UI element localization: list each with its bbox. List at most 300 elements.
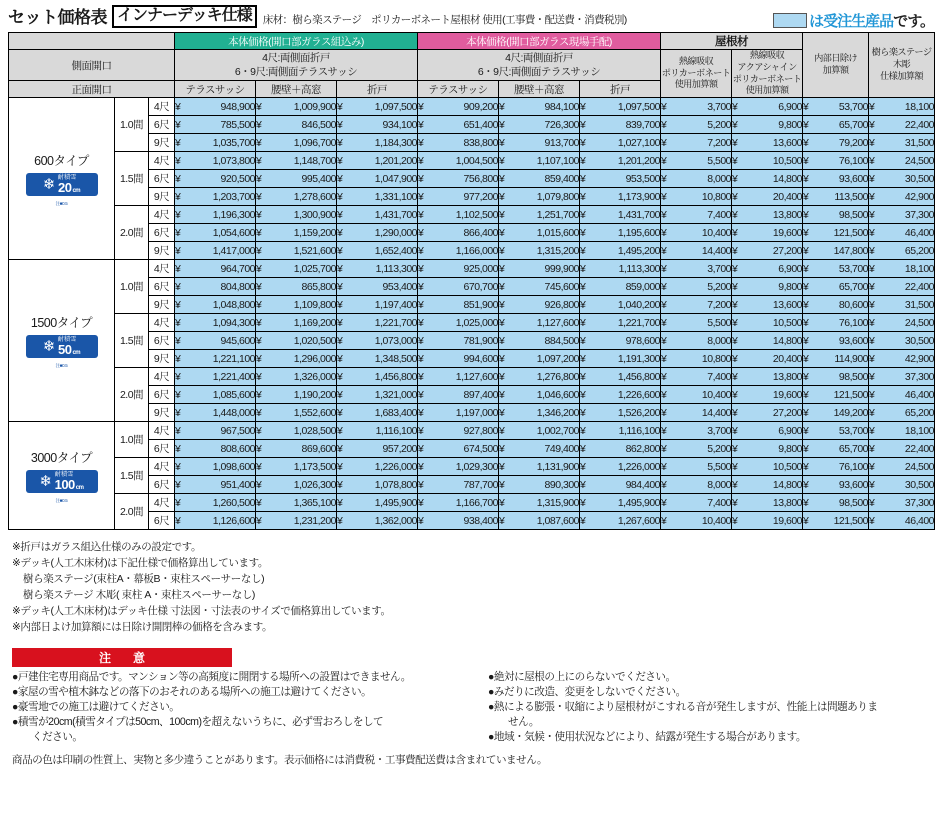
price-cell: ¥ 13,600 xyxy=(732,134,803,152)
price-cell: ¥ 978,600 xyxy=(580,332,661,350)
header-roof-material: 屋根材 xyxy=(661,33,803,50)
legend-color-swatch xyxy=(773,13,807,28)
price-cell: ¥ 1,025,700 xyxy=(256,260,337,278)
price-cell: ¥ 37,300 xyxy=(869,494,935,512)
price-cell: ¥ 1,027,100 xyxy=(580,134,661,152)
caution-left-column xyxy=(12,670,482,745)
price-cell: ¥ 65,200 xyxy=(869,404,935,422)
price-cell: ¥ 27,200 xyxy=(732,242,803,260)
type-name: 600タイプ xyxy=(34,153,89,168)
caution-item: ●地域・気候・使用状況などにより、結露が発生する場合があります。 xyxy=(488,730,806,743)
price-cell: ¥ 65,200 xyxy=(869,242,935,260)
price-cell: ¥ 1,652,400 xyxy=(337,242,418,260)
price-cell: ¥ 651,400 xyxy=(418,116,499,134)
price-cell: ¥ 1,348,500 xyxy=(337,350,418,368)
price-cell: ¥ 147,800 xyxy=(803,242,869,260)
price-cell: ¥ 14,800 xyxy=(732,170,803,188)
price-cell: ¥ 1,029,300 xyxy=(418,458,499,476)
price-cell: ¥ 18,100 xyxy=(869,260,935,278)
price-cell: ¥ 1,276,800 xyxy=(499,368,580,386)
price-cell: ¥ 1,197,400 xyxy=(337,296,418,314)
price-cell: ¥ 1,073,000 xyxy=(337,332,418,350)
caution-item: ●戸建住宅専用商品です。マンション等の高頻度に開閉する場所への設置はできません。 xyxy=(12,670,411,683)
price-cell: ¥ 1,020,500 xyxy=(256,332,337,350)
price-cell: ¥ 19,600 xyxy=(732,386,803,404)
snow-load-badge xyxy=(26,470,98,493)
price-cell: ¥ 1,251,700 xyxy=(499,206,580,224)
price-cell: ¥ 10,400 xyxy=(661,512,732,530)
price-cell: ¥ 1,079,800 xyxy=(499,188,580,206)
header-low-wall-high-window-2: 腰壁＋高窓 xyxy=(499,81,580,98)
price-cell: ¥ 869,600 xyxy=(256,440,337,458)
price-cell: ¥ 76,100 xyxy=(803,314,869,332)
note-item: 樹ら楽ステージ 木彫( 束柱 A・束柱スペーサーなし) xyxy=(23,588,256,601)
price-cell: ¥ 865,800 xyxy=(256,278,337,296)
table-row xyxy=(9,422,935,440)
price-cell: ¥ 994,600 xyxy=(418,350,499,368)
price-cell: ¥ 866,400 xyxy=(418,224,499,242)
price-cell: ¥ 9,800 xyxy=(732,440,803,458)
span-ken-cell: 2.0間 xyxy=(115,494,149,530)
price-cell: ¥ 1,431,700 xyxy=(580,206,661,224)
price-cell: ¥ 927,800 xyxy=(418,422,499,440)
price-cell: ¥ 18,100 xyxy=(869,98,935,116)
price-cell: ¥ 1,226,600 xyxy=(580,386,661,404)
price-cell: ¥ 14,400 xyxy=(661,404,732,422)
caution-section xyxy=(12,648,942,745)
price-cell: ¥ 93,600 xyxy=(803,332,869,350)
price-cell: ¥ 7,400 xyxy=(661,206,732,224)
depth-shaku-cell: 4尺 xyxy=(149,422,175,440)
legend xyxy=(773,10,934,31)
header-front-opening: 正面開口 xyxy=(9,81,175,98)
snowflake-icon: ❄ xyxy=(42,175,55,193)
price-cell: ¥ 8,000 xyxy=(661,332,732,350)
header-deck-wood-spec: 樹ら楽ステージ 木彫 仕様加算額 xyxy=(869,33,935,98)
price-cell: ¥ 1,456,800 xyxy=(580,368,661,386)
header-folding-door-1: 折戸 xyxy=(337,81,418,98)
price-cell: ¥ 1,221,700 xyxy=(337,314,418,332)
spec-title-box: インナーデッキ仕様 xyxy=(112,5,257,28)
header-blank xyxy=(9,33,175,50)
price-cell: ¥ 995,400 xyxy=(256,170,337,188)
price-cell: ¥ 1,326,000 xyxy=(256,368,337,386)
header-terrace-sash-1: テラスサッシ xyxy=(175,81,256,98)
price-cell: ¥ 674,500 xyxy=(418,440,499,458)
header-heat-absorb-polycarbonate: 熱線吸収 ポリカーボネート 使用加算額 xyxy=(661,50,732,98)
price-cell: ¥ 1,417,000 xyxy=(175,242,256,260)
price-cell: ¥ 1,173,900 xyxy=(580,188,661,206)
price-cell: ¥ 53,700 xyxy=(803,260,869,278)
price-cell: ¥ 98,500 xyxy=(803,368,869,386)
depth-shaku-cell: 6尺 xyxy=(149,170,175,188)
price-cell: ¥ 121,500 xyxy=(803,386,869,404)
price-cell: ¥ 5,200 xyxy=(661,278,732,296)
price-cell: ¥ 804,800 xyxy=(175,278,256,296)
span-ken-cell: 1.0間 xyxy=(115,422,149,458)
price-cell: ¥ 22,400 xyxy=(869,440,935,458)
price-cell: ¥ 10,800 xyxy=(661,188,732,206)
price-cell: ¥ 30,500 xyxy=(869,332,935,350)
depth-shaku-cell: 6尺 xyxy=(149,278,175,296)
depth-shaku-cell: 4尺 xyxy=(149,494,175,512)
table-row xyxy=(9,494,935,512)
price-cell: ¥ 20,400 xyxy=(732,188,803,206)
price-cell: ¥ 14,800 xyxy=(732,332,803,350)
price-cell: ¥ 859,400 xyxy=(499,170,580,188)
table-row xyxy=(9,152,935,170)
type-name: 3000タイプ xyxy=(30,450,93,465)
type-cell xyxy=(9,260,115,422)
price-cell: ¥ 1,448,000 xyxy=(175,404,256,422)
price-cell: ¥ 1,526,200 xyxy=(580,404,661,422)
depth-shaku-cell: 6尺 xyxy=(149,386,175,404)
price-cell: ¥ 1,290,000 xyxy=(337,224,418,242)
price-cell: ¥ 859,000 xyxy=(580,278,661,296)
price-cell: ¥ 913,700 xyxy=(499,134,580,152)
price-cell: ¥ 1,495,900 xyxy=(337,494,418,512)
price-cell: ¥ 30,500 xyxy=(869,170,935,188)
price-cell: ¥ 787,700 xyxy=(418,476,499,494)
price-cell: ¥ 1,169,200 xyxy=(256,314,337,332)
price-cell: ¥ 13,800 xyxy=(732,368,803,386)
price-cell: ¥ 920,500 xyxy=(175,170,256,188)
price-cell: ¥ 957,200 xyxy=(337,440,418,458)
price-cell: ¥ 953,400 xyxy=(337,278,418,296)
price-cell: ¥ 5,500 xyxy=(661,152,732,170)
price-cell: ¥ 8,000 xyxy=(661,170,732,188)
price-cell: ¥ 24,500 xyxy=(869,314,935,332)
note-item: ※デッキ(人工木床材)はデッキ仕様 寸法図・寸法表のサイズで価格算出しています。 xyxy=(12,604,391,617)
price-cell: ¥ 6,900 xyxy=(732,98,803,116)
price-cell: ¥ 1,296,000 xyxy=(256,350,337,368)
price-cell: ¥ 670,700 xyxy=(418,278,499,296)
price-cell: ¥ 1,321,000 xyxy=(337,386,418,404)
price-cell: ¥ 756,800 xyxy=(418,170,499,188)
legend-label: は受注生産品です。 xyxy=(809,13,934,30)
price-cell: ¥ 1,085,600 xyxy=(175,386,256,404)
price-cell: ¥ 1,087,600 xyxy=(499,512,580,530)
price-cell: ¥ 1,221,400 xyxy=(175,368,256,386)
note-item: 樹ら楽ステージ(束柱A・幕板B・束柱スペーサーなし) xyxy=(23,572,265,585)
price-cell: ¥ 781,900 xyxy=(418,332,499,350)
price-cell: ¥ 1,025,000 xyxy=(418,314,499,332)
page-title: セット価格表 xyxy=(8,8,107,27)
price-cell: ¥ 1,002,700 xyxy=(499,422,580,440)
footnote: 商品の色は印刷の性質上、実物と多少違うことがあります。表示価格には消費税・工事費配送費は含まれていません。 xyxy=(12,753,548,766)
price-cell: ¥ 1,166,700 xyxy=(418,494,499,512)
price-cell: ¥ 1,346,200 xyxy=(499,404,580,422)
price-cell: ¥ 1,035,700 xyxy=(175,134,256,152)
price-cell: ¥ 862,800 xyxy=(580,440,661,458)
price-cell: ¥ 10,500 xyxy=(732,458,803,476)
price-cell: ¥ 14,400 xyxy=(661,242,732,260)
table-row xyxy=(9,260,935,278)
snow-load-badge xyxy=(26,335,98,358)
price-cell: ¥ 808,600 xyxy=(175,440,256,458)
price-cell: ¥ 24,500 xyxy=(869,152,935,170)
price-cell: ¥ 19,600 xyxy=(732,224,803,242)
table-row xyxy=(9,368,935,386)
span-ken-cell: 1.5間 xyxy=(115,458,149,494)
price-cell: ¥ 1,365,100 xyxy=(256,494,337,512)
price-cell: ¥ 31,500 xyxy=(869,296,935,314)
price-cell: ¥ 42,900 xyxy=(869,350,935,368)
price-cell: ¥ 884,500 xyxy=(499,332,580,350)
depth-shaku-cell: 9尺 xyxy=(149,188,175,206)
note-item: ※デッキ(人工木床材)は下記仕様で価格算出しています。 xyxy=(12,557,268,570)
price-cell: ¥ 22,400 xyxy=(869,116,935,134)
price-cell: ¥ 926,800 xyxy=(499,296,580,314)
price-cell: ¥ 121,500 xyxy=(803,512,869,530)
price-cell: ¥ 1,195,600 xyxy=(580,224,661,242)
note-item: ※内部日よけ加算額には日除け開閉棒の価格を含みます。 xyxy=(12,620,273,633)
depth-shaku-cell: 9尺 xyxy=(149,350,175,368)
caution-title: 注 意 xyxy=(12,648,232,667)
price-cell: ¥ 977,200 xyxy=(418,188,499,206)
price-cell: ¥ 22,400 xyxy=(869,278,935,296)
depth-shaku-cell: 9尺 xyxy=(149,242,175,260)
price-cell: ¥ 24,500 xyxy=(869,458,935,476)
header-body-price-glass-onsite: 本体価格(開口部ガラス現場手配) xyxy=(418,33,661,50)
price-cell: ¥ 1,173,500 xyxy=(256,458,337,476)
snow-badge-value: 100 cm xyxy=(54,476,84,492)
price-cell: ¥ 1,094,300 xyxy=(175,314,256,332)
price-cell: ¥ 98,500 xyxy=(803,206,869,224)
snow-badge-value: 50 cm xyxy=(57,341,81,357)
price-cell: ¥ 10,500 xyxy=(732,314,803,332)
price-cell: ¥ 890,300 xyxy=(499,476,580,494)
price-cell: ¥ 31,500 xyxy=(869,134,935,152)
price-cell: ¥ 953,500 xyxy=(580,170,661,188)
price-cell: ¥ 98,500 xyxy=(803,494,869,512)
price-cell: ¥ 19,600 xyxy=(732,512,803,530)
price-cell: ¥ 1,184,300 xyxy=(337,134,418,152)
table-row xyxy=(9,98,935,116)
depth-shaku-cell: 6尺 xyxy=(149,116,175,134)
span-ken-cell: 1.0間 xyxy=(115,98,149,152)
price-cell: ¥ 726,300 xyxy=(499,116,580,134)
price-cell: ¥ 10,400 xyxy=(661,386,732,404)
price-cell: ¥ 8,000 xyxy=(661,476,732,494)
depth-shaku-cell: 4尺 xyxy=(149,368,175,386)
price-cell: ¥ 838,800 xyxy=(418,134,499,152)
price-cell: ¥ 65,700 xyxy=(803,440,869,458)
price-cell: ¥ 1,221,700 xyxy=(580,314,661,332)
depth-shaku-cell: 4尺 xyxy=(149,98,175,116)
price-cell: ¥ 1,201,200 xyxy=(337,152,418,170)
depth-shaku-cell: 4尺 xyxy=(149,260,175,278)
snow-badge-value: 20 cm xyxy=(57,179,81,195)
price-cell: ¥ 1,127,600 xyxy=(499,314,580,332)
price-cell: ¥ 5,200 xyxy=(661,116,732,134)
price-cell: ¥ 1,683,400 xyxy=(337,404,418,422)
price-cell: ¥ 999,900 xyxy=(499,260,580,278)
price-cell: ¥ 1,028,500 xyxy=(256,422,337,440)
snow-badge-note: 注■0.5 xyxy=(55,362,68,368)
price-cell: ¥ 1,127,600 xyxy=(418,368,499,386)
snow-badge-note: 注■0.5 xyxy=(55,497,68,503)
price-cell: ¥ 897,400 xyxy=(418,386,499,404)
price-cell: ¥ 1,148,700 xyxy=(256,152,337,170)
price-cell: ¥ 1,159,200 xyxy=(256,224,337,242)
price-cell: ¥ 1,097,200 xyxy=(499,350,580,368)
price-cell: ¥ 749,400 xyxy=(499,440,580,458)
depth-shaku-cell: 4尺 xyxy=(149,152,175,170)
price-cell: ¥ 1,009,900 xyxy=(256,98,337,116)
price-cell: ¥ 30,500 xyxy=(869,476,935,494)
price-cell: ¥ 1,096,700 xyxy=(256,134,337,152)
table-row xyxy=(9,314,935,332)
price-cell: ¥ 6,900 xyxy=(732,422,803,440)
price-cell: ¥ 1,300,900 xyxy=(256,206,337,224)
price-cell: ¥ 1,026,300 xyxy=(256,476,337,494)
price-cell: ¥ 1,331,100 xyxy=(337,188,418,206)
price-cell: ¥ 938,400 xyxy=(418,512,499,530)
price-cell: ¥ 1,004,500 xyxy=(418,152,499,170)
price-cell: ¥ 1,201,200 xyxy=(580,152,661,170)
price-cell: ¥ 3,700 xyxy=(661,422,732,440)
snow-badge-label: 耐積雪 xyxy=(57,336,77,343)
caution-item: ●家屋の雪や植木鉢などの落下のおそれのある場所への施工は避けてください。 xyxy=(12,685,372,698)
price-cell: ¥ 76,100 xyxy=(803,458,869,476)
header-side-spec-onsite: 4尺:両側面折戸 6・9尺:両側面テラスサッシ xyxy=(418,50,661,81)
price-cell: ¥ 1,203,700 xyxy=(175,188,256,206)
price-cell: ¥ 1,046,600 xyxy=(499,386,580,404)
caution-item: ●みだりに改造、変更をしないでください。 xyxy=(488,685,686,698)
price-cell: ¥ 1,197,000 xyxy=(418,404,499,422)
price-cell: ¥ 1,048,800 xyxy=(175,296,256,314)
header-body-price-glass-builtin: 本体価格(開口部ガラス組込み) xyxy=(175,33,418,50)
snow-badge-label: 耐積雪 xyxy=(57,174,77,181)
depth-shaku-cell: 6尺 xyxy=(149,224,175,242)
price-cell: ¥ 76,100 xyxy=(803,152,869,170)
price-cell: ¥ 1,097,500 xyxy=(337,98,418,116)
price-cell: ¥ 3,700 xyxy=(661,260,732,278)
price-cell: ¥ 10,800 xyxy=(661,350,732,368)
price-cell: ¥ 1,113,300 xyxy=(337,260,418,278)
price-cell: ¥ 42,900 xyxy=(869,188,935,206)
price-cell: ¥ 46,400 xyxy=(869,512,935,530)
caution-item: ●積雪が20cm(積雪タイプは50cm、100cm)を超えないうちに、必ず雪おろしをして ください。 xyxy=(12,715,384,743)
price-cell: ¥ 1,221,100 xyxy=(175,350,256,368)
price-cell: ¥ 967,500 xyxy=(175,422,256,440)
price-cell: ¥ 1,098,600 xyxy=(175,458,256,476)
span-ken-cell: 2.0間 xyxy=(115,368,149,422)
price-cell: ¥ 3,700 xyxy=(661,98,732,116)
price-cell: ¥ 984,100 xyxy=(499,98,580,116)
price-cell: ¥ 1,431,700 xyxy=(337,206,418,224)
price-cell: ¥ 93,600 xyxy=(803,170,869,188)
caution-item: ●豪雪地での施工は避けてください。 xyxy=(12,700,180,713)
price-cell: ¥ 1,073,800 xyxy=(175,152,256,170)
header-heat-absorb-aquashine: 熱線吸収 アクアシャイン ポリカーボネート 使用加算額 xyxy=(732,50,803,98)
table-row xyxy=(9,458,935,476)
price-cell: ¥ 46,400 xyxy=(869,386,935,404)
price-cell: ¥ 37,300 xyxy=(869,368,935,386)
price-cell: ¥ 10,400 xyxy=(661,224,732,242)
price-cell: ¥ 851,900 xyxy=(418,296,499,314)
price-cell: ¥ 1,040,200 xyxy=(580,296,661,314)
snowflake-icon: ❄ xyxy=(42,337,55,355)
price-cell: ¥ 1,107,100 xyxy=(499,152,580,170)
depth-shaku-cell: 9尺 xyxy=(149,134,175,152)
price-cell: ¥ 113,500 xyxy=(803,188,869,206)
page-subtitle: 床材：樹ら楽ステージ ポリカーボネート屋根材 使用(工事費・配送費・消費税別) xyxy=(262,14,627,26)
price-cell: ¥ 6,900 xyxy=(732,260,803,278)
price-cell: ¥ 1,097,500 xyxy=(580,98,661,116)
notes-list xyxy=(12,540,942,636)
price-cell: ¥ 65,700 xyxy=(803,116,869,134)
type-cell xyxy=(9,98,115,260)
price-cell: ¥ 9,800 xyxy=(732,278,803,296)
price-cell: ¥ 13,800 xyxy=(732,206,803,224)
header-inner-shade: 内部日除け 加算額 xyxy=(803,33,869,98)
price-cell: ¥ 7,400 xyxy=(661,494,732,512)
price-cell: ¥ 79,200 xyxy=(803,134,869,152)
price-cell: ¥ 1,113,300 xyxy=(580,260,661,278)
depth-shaku-cell: 9尺 xyxy=(149,296,175,314)
price-cell: ¥ 785,500 xyxy=(175,116,256,134)
depth-shaku-cell: 6尺 xyxy=(149,476,175,494)
snow-badge-label: 耐積雪 xyxy=(54,471,74,478)
price-cell: ¥ 1,315,900 xyxy=(499,494,580,512)
price-cell: ¥ 1,191,300 xyxy=(580,350,661,368)
price-cell: ¥ 945,600 xyxy=(175,332,256,350)
price-cell: ¥ 65,700 xyxy=(803,278,869,296)
price-cell: ¥ 1,109,800 xyxy=(256,296,337,314)
price-cell: ¥ 1,456,800 xyxy=(337,368,418,386)
price-cell: ¥ 1,267,600 xyxy=(580,512,661,530)
price-cell: ¥ 1,015,600 xyxy=(499,224,580,242)
type-cell xyxy=(9,422,115,530)
price-cell: ¥ 1,126,600 xyxy=(175,512,256,530)
price-cell: ¥ 1,078,800 xyxy=(337,476,418,494)
price-cell: ¥ 80,600 xyxy=(803,296,869,314)
price-cell: ¥ 27,200 xyxy=(732,404,803,422)
price-cell: ¥ 1,190,200 xyxy=(256,386,337,404)
price-cell: ¥ 1,054,600 xyxy=(175,224,256,242)
price-cell: ¥ 7,200 xyxy=(661,296,732,314)
header-side-opening: 側面開口 xyxy=(9,50,175,81)
price-cell: ¥ 839,700 xyxy=(580,116,661,134)
price-cell: ¥ 14,800 xyxy=(732,476,803,494)
price-cell: ¥ 1,116,100 xyxy=(337,422,418,440)
price-cell: ¥ 984,400 xyxy=(580,476,661,494)
price-cell: ¥ 149,200 xyxy=(803,404,869,422)
span-ken-cell: 1.5間 xyxy=(115,152,149,206)
price-cell: ¥ 1,102,500 xyxy=(418,206,499,224)
depth-shaku-cell: 4尺 xyxy=(149,206,175,224)
note-item: ※折戸はガラス組込仕様のみの設定です。 xyxy=(12,541,202,554)
price-cell: ¥ 1,226,000 xyxy=(337,458,418,476)
price-cell: ¥ 1,362,000 xyxy=(337,512,418,530)
price-cell: ¥ 7,400 xyxy=(661,368,732,386)
price-cell: ¥ 9,800 xyxy=(732,116,803,134)
price-cell: ¥ 37,300 xyxy=(869,206,935,224)
price-cell: ¥ 1,047,900 xyxy=(337,170,418,188)
price-cell: ¥ 1,278,600 xyxy=(256,188,337,206)
price-cell: ¥ 846,500 xyxy=(256,116,337,134)
price-cell: ¥ 948,900 xyxy=(175,98,256,116)
depth-shaku-cell: 9尺 xyxy=(149,404,175,422)
price-cell: ¥ 121,500 xyxy=(803,224,869,242)
price-cell: ¥ 934,100 xyxy=(337,116,418,134)
price-cell: ¥ 951,400 xyxy=(175,476,256,494)
price-cell: ¥ 964,700 xyxy=(175,260,256,278)
price-table xyxy=(8,32,935,530)
span-ken-cell: 1.0間 xyxy=(115,260,149,314)
